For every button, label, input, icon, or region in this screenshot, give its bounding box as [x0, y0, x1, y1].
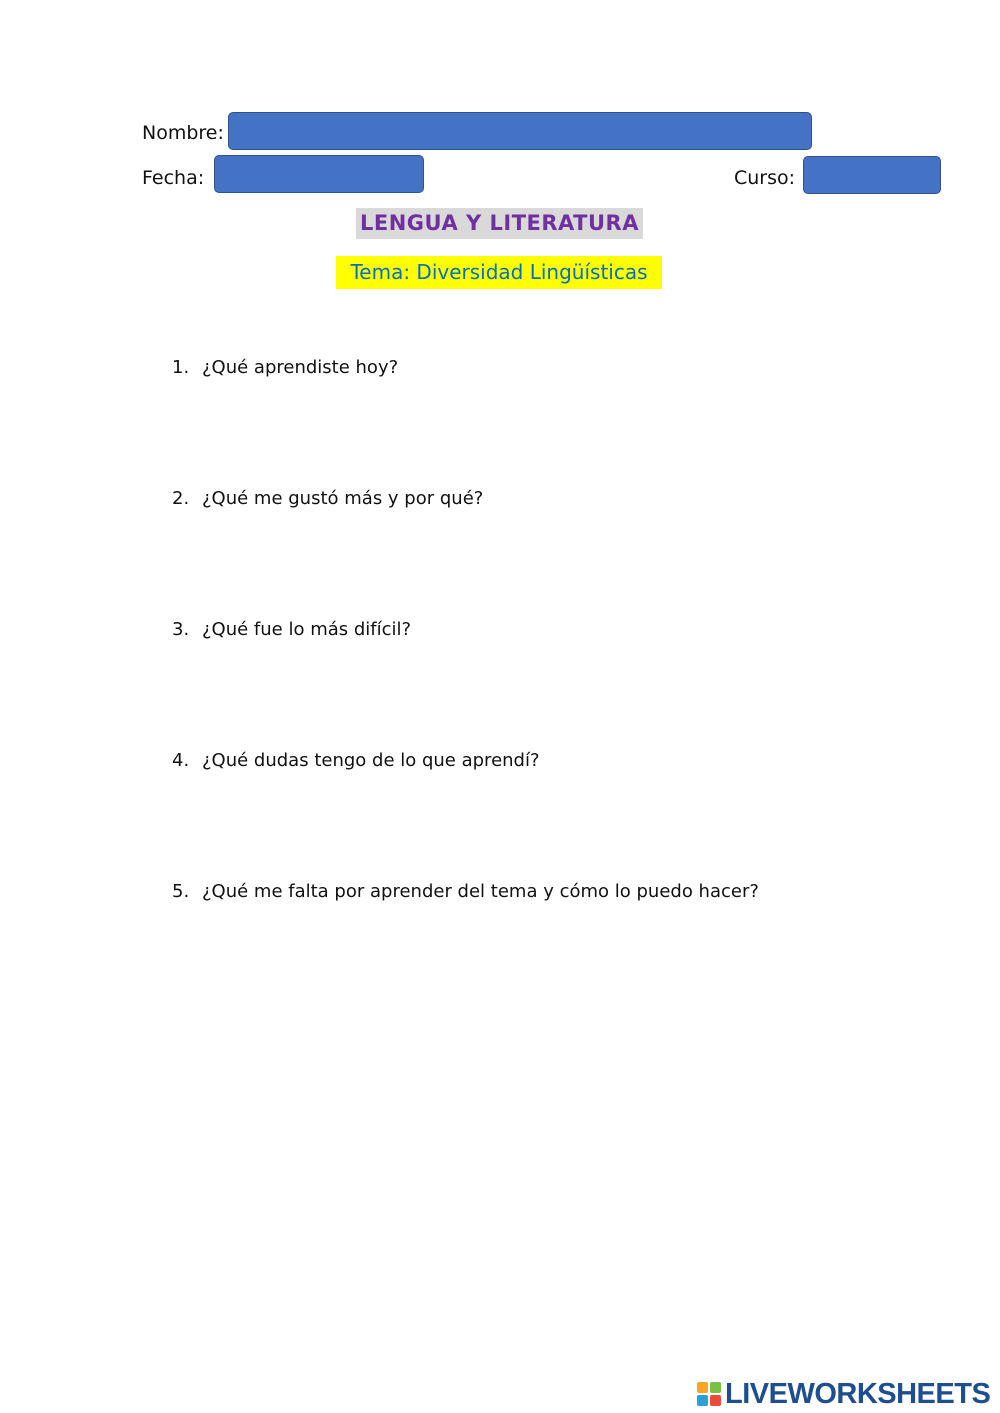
question-number: 3.	[172, 619, 190, 640]
question-text: ¿Qué fue lo más difícil?	[202, 619, 412, 640]
question-text: ¿Qué me gustó más y por qué?	[202, 488, 484, 509]
liveworksheets-brand	[697, 1378, 990, 1410]
brand-text: LIVEWORKSHEETS	[725, 1377, 991, 1410]
course-input[interactable]	[803, 156, 941, 194]
question-item	[172, 749, 540, 773]
question-text: ¿Qué me falta por aprender del tema y cómo lo puedo hacer?	[202, 881, 759, 902]
question-item	[172, 880, 759, 904]
question-number: 2.	[172, 488, 190, 509]
question-item	[172, 487, 483, 511]
name-input[interactable]	[228, 112, 812, 150]
question-item	[172, 618, 411, 642]
question-number: 1.	[172, 357, 190, 378]
question-number: 4.	[172, 750, 190, 771]
question-text: ¿Qué aprendiste hoy?	[202, 357, 399, 378]
subject-title: LENGUA Y LITERATURA	[356, 208, 643, 239]
liveworksheets-logo-icon	[697, 1382, 721, 1406]
course-label: Curso:	[734, 167, 796, 189]
question-item	[172, 356, 398, 380]
topic-title: Tema: Diversidad Lingüísticas	[336, 256, 662, 289]
question-text: ¿Qué dudas tengo de lo que aprendí?	[202, 750, 540, 771]
name-label: Nombre:	[142, 122, 224, 144]
question-number: 5.	[172, 881, 190, 902]
date-label: Fecha:	[142, 167, 205, 189]
date-input[interactable]	[214, 155, 424, 193]
